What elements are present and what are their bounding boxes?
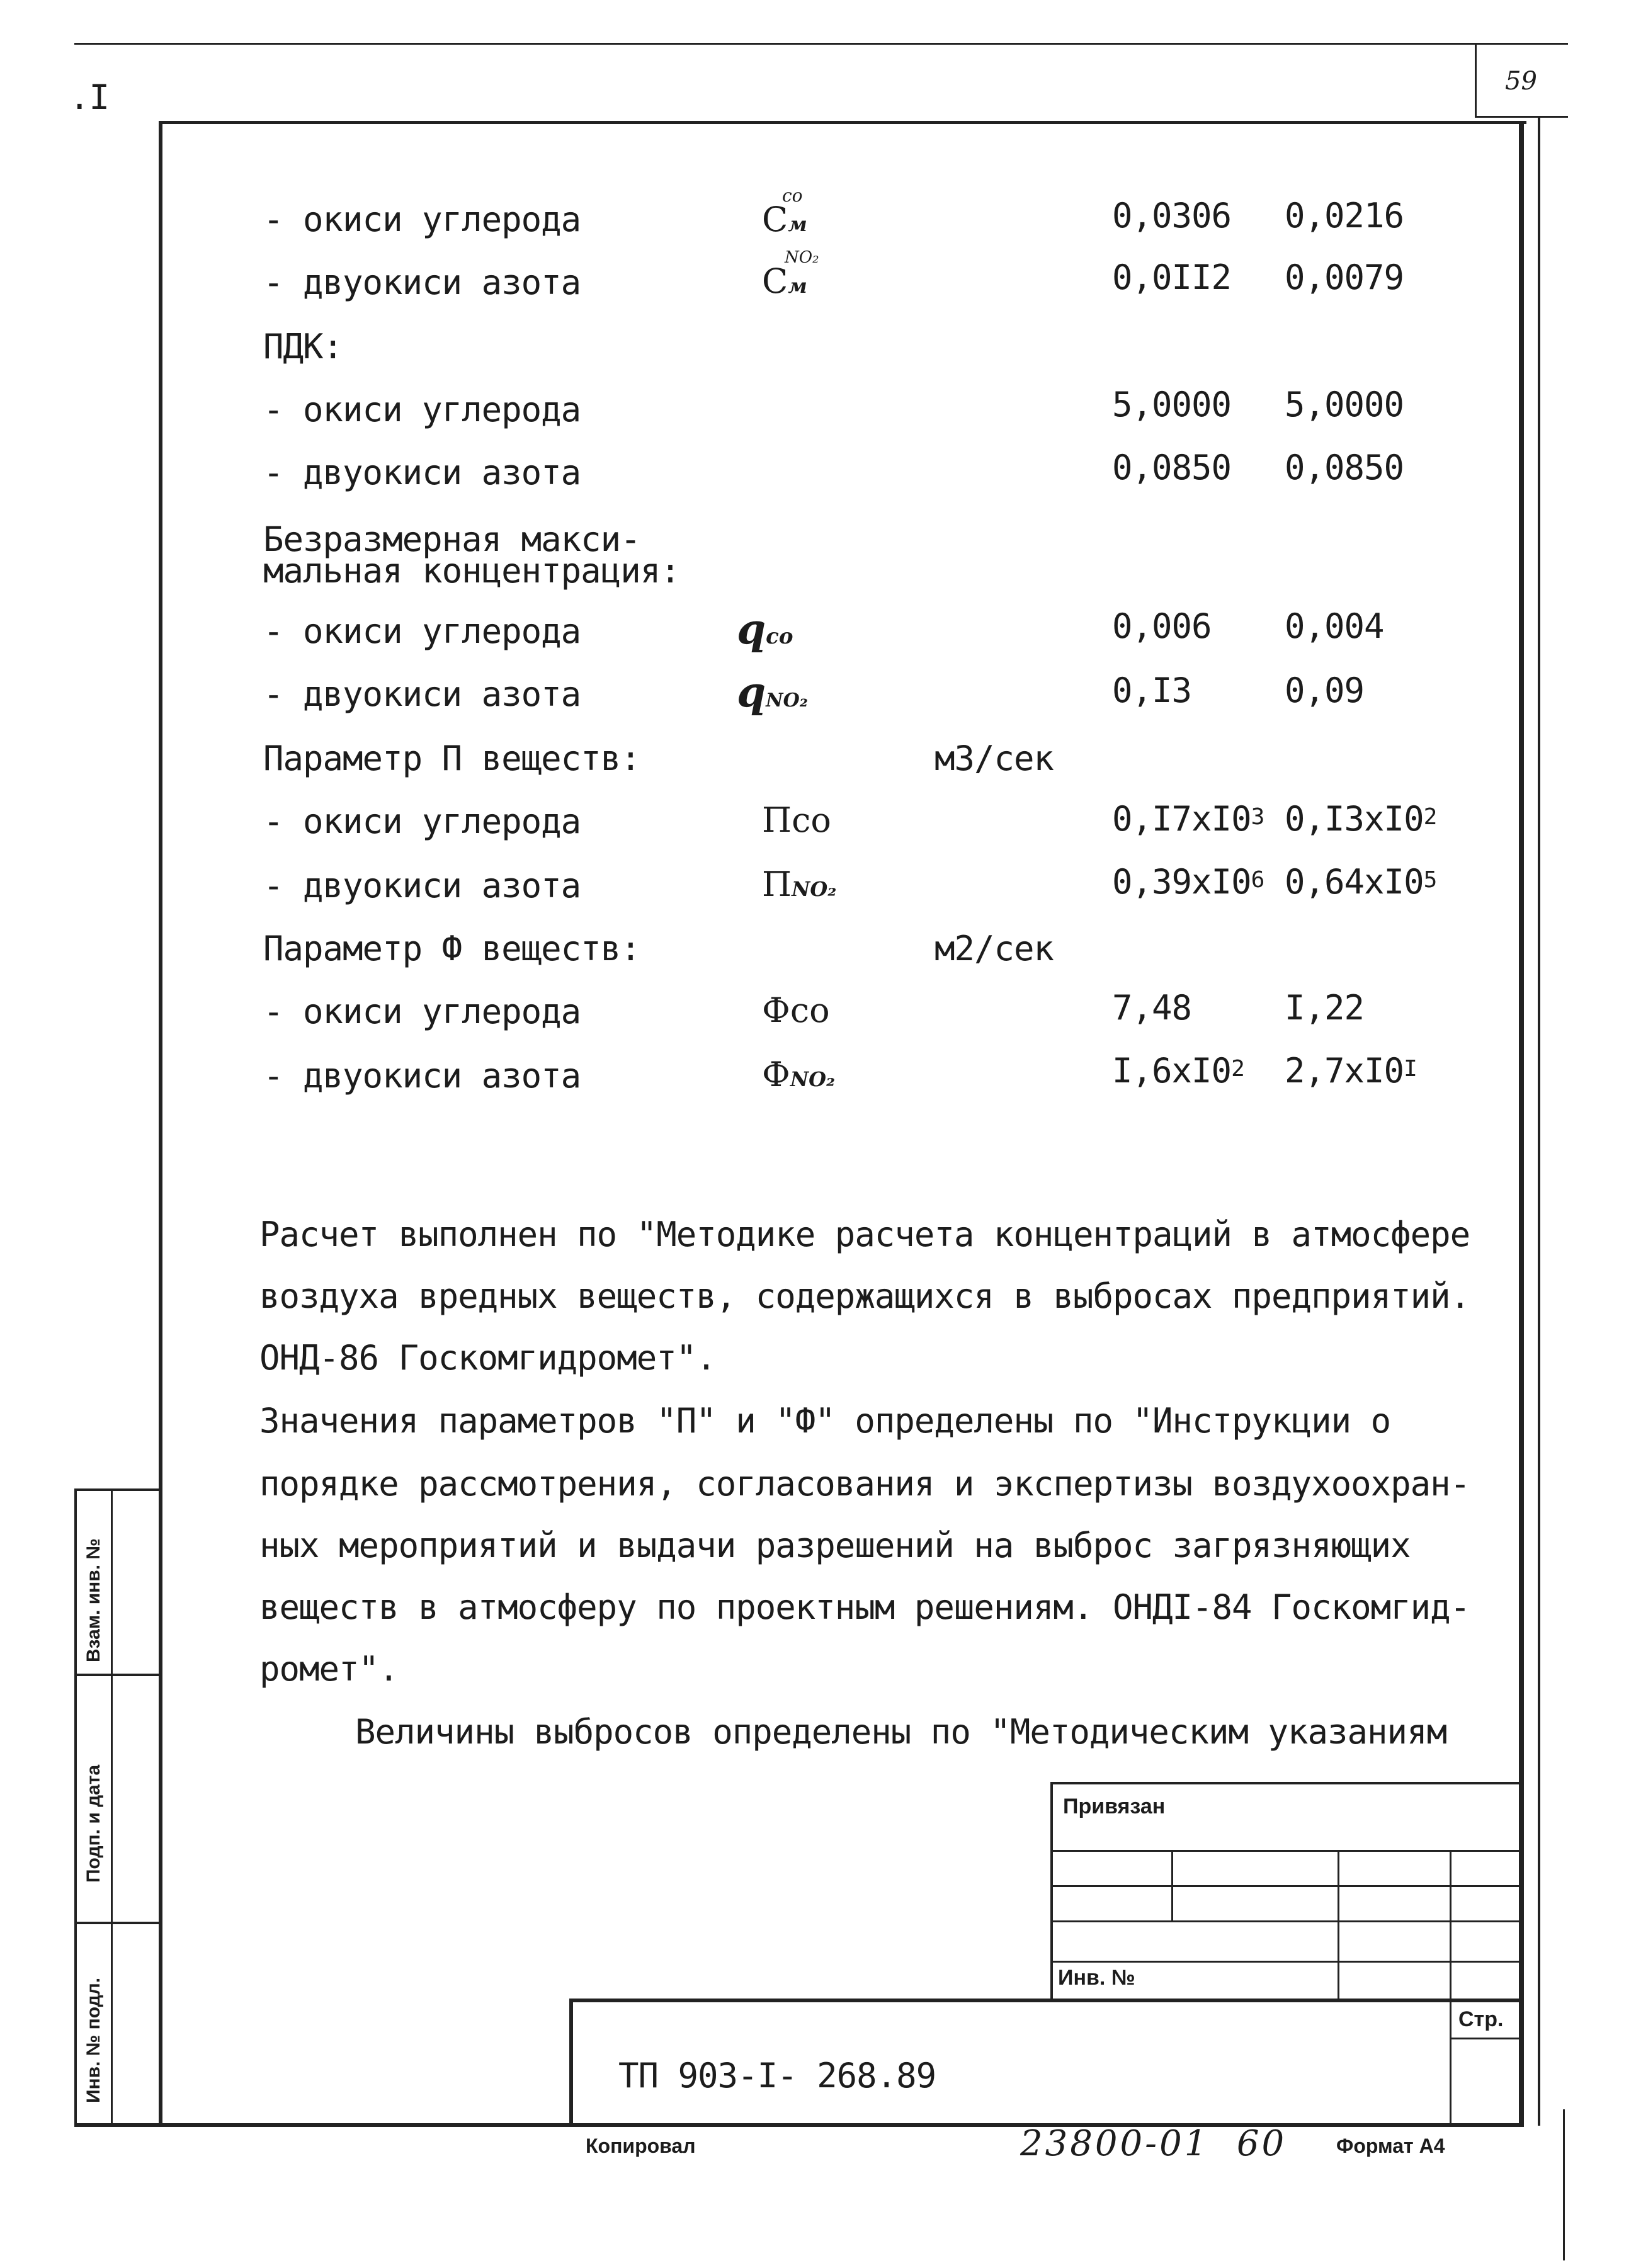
row-value-1: 0,I3 [1112, 671, 1192, 710]
paragraph-line: ОНД-86 Госкомгидромет". [259, 1338, 716, 1378]
row-symbol: Cм [762, 261, 807, 301]
section-label: Параметр П веществ: [263, 739, 640, 778]
row-value-1: 0,0306 [1112, 196, 1232, 235]
row-label: - двуокиси азота [263, 674, 581, 714]
row-symbol: ПNO₂ [762, 865, 837, 904]
page-number-box-left [1475, 43, 1477, 117]
paragraph-line: Расчет выполнен по "Методике расчета концентраций в атмосфере [259, 1215, 1470, 1254]
row-value-2: $2,7xI0^I$ [1285, 1051, 1417, 1091]
paragraph-line: порядке рассмотрения, согласования и экспертизы воздухоохран- [259, 1464, 1470, 1504]
privyazan-label: Привязан [1063, 1795, 1166, 1818]
paragraph-line: воздуха вредных веществ, содержащихся в выбросах предприятий. [259, 1276, 1470, 1316]
row-value-2: $0,I3xI0^2$ [1285, 799, 1437, 839]
paragraph-line: Значения параметров "П" и "Ф" определены по "Инструкции о [259, 1401, 1391, 1441]
page-label: Стр. [1458, 2007, 1504, 2031]
row-symbol: Псо [762, 800, 831, 840]
row-symbol: ФNO₂ [762, 1055, 835, 1094]
inv-no-label: Инв. № [1058, 1966, 1135, 1990]
section-label: Параметр Ф веществ: [263, 929, 640, 968]
page-number: 59 [1505, 67, 1537, 96]
row-label: - окиси углерода [263, 992, 581, 1031]
row-label: - окиси углерода [263, 802, 581, 841]
frame-right-outer [1538, 117, 1540, 2126]
frame-right [1519, 121, 1524, 2127]
row-value-2: 0,09 [1285, 671, 1365, 710]
side-label-podp: Подп. и дата [83, 1764, 104, 1883]
paragraph-line: веществ в атмосферу по проектным решениям. ОНДI-84 Госкомгид- [259, 1587, 1470, 1627]
right-margin-line [1563, 2109, 1565, 2260]
side-label-vzam: Взам. инв. № [83, 1538, 104, 1662]
row-value-2: 5,0000 [1285, 385, 1404, 424]
row-value-1: 0,0II2 [1112, 258, 1232, 297]
row-label: - двуокиси азота [263, 1056, 581, 1096]
row-value-1: 5,0000 [1112, 385, 1232, 424]
row-label: - окиси углерода [263, 611, 581, 651]
section-label: ПДК: [263, 327, 343, 366]
row-symbol: qNO₂ [737, 667, 808, 717]
row-value-1: 0,0850 [1112, 448, 1232, 487]
paragraph-line: Величины выбросов определены по "Методическим указаниям [355, 1712, 1447, 1752]
row-label: - окиси углерода [263, 200, 581, 239]
row-value-1: 0,006 [1112, 606, 1212, 646]
row-value-1: 7,48 [1112, 988, 1192, 1028]
frame-top [159, 121, 1526, 124]
row-label: - двуокиси азота [263, 453, 581, 492]
corner-mark: .I [69, 77, 110, 117]
row-unit: м2/сек [934, 929, 1054, 968]
handwritten-sheet-number: 23800-01 60 [1020, 2123, 1287, 2164]
row-value-1: $I,6xI0^2$ [1112, 1051, 1244, 1091]
copied-by-label: Копировал [586, 2135, 696, 2157]
paragraph-line: ромет". [259, 1649, 399, 1689]
page-number-box-bottom [1475, 116, 1568, 118]
side-label-inv-podl: Инв. № подл. [83, 1977, 104, 2103]
row-value-2: 0,0216 [1285, 196, 1404, 235]
top-rule [74, 43, 1568, 45]
section-label: мальная концентрация: [263, 551, 680, 591]
row-label: - двуокиси азота [263, 263, 581, 302]
frame-bottom [74, 2123, 1524, 2127]
row-value-2: $0,64xI0^5$ [1285, 862, 1437, 902]
row-label: - окиси углерода [263, 390, 581, 429]
row-unit: м3/сек [934, 739, 1054, 778]
row-symbol: Фсо [762, 990, 830, 1030]
format-label: Формат А4 [1336, 2135, 1445, 2157]
row-symbol: qco [737, 604, 793, 654]
row-value-2: 0,0850 [1285, 448, 1404, 487]
document-code: ТП 903-I- 268.89 [618, 2056, 936, 2095]
row-label: - двуокиси азота [263, 866, 581, 905]
frame-left [159, 121, 162, 2127]
row-value-2: I,22 [1285, 988, 1365, 1028]
row-value-2: 0,0079 [1285, 258, 1404, 297]
paragraph-line: ных мероприятий и выдачи разрешений на выброс загрязняющих [259, 1526, 1411, 1565]
row-symbol: Cм [762, 200, 807, 239]
section-label: Безразмерная макси- [263, 519, 640, 559]
row-symbol-sup: NO₂ [785, 248, 819, 267]
row-value-1: $0,39xI0^6$ [1112, 862, 1264, 902]
row-value-1: $0,I7xI0^3$ [1112, 799, 1264, 839]
row-value-2: 0,004 [1285, 606, 1384, 646]
row-symbol-sup: co [782, 185, 803, 206]
